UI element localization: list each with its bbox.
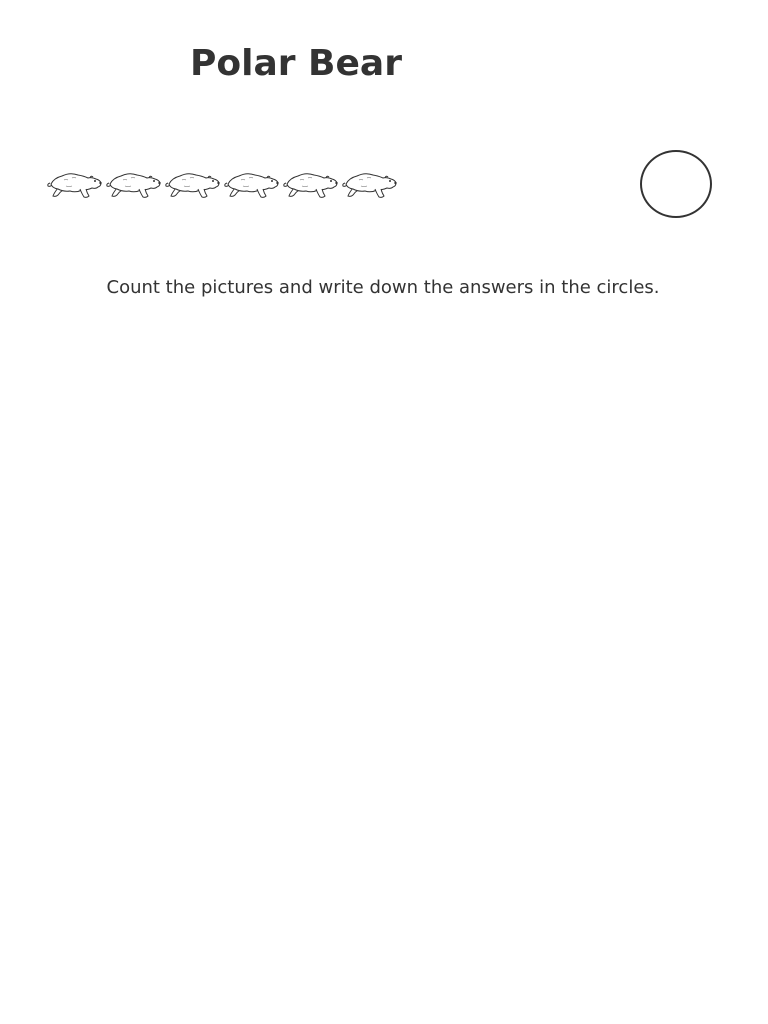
picture-row — [46, 166, 406, 204]
worksheet-title: Polar Bear — [190, 43, 402, 84]
answer-circle[interactable] — [640, 150, 712, 218]
instruction-text: Count the pictures and write down the answers in the circles. — [106, 277, 660, 298]
polar-bear-icon — [164, 166, 221, 202]
polar-bear-icon — [105, 166, 162, 202]
polar-bear-icon — [341, 166, 398, 202]
polar-bear-icon — [46, 166, 103, 202]
polar-bear-icon — [282, 166, 339, 202]
polar-bear-icon — [223, 166, 280, 202]
